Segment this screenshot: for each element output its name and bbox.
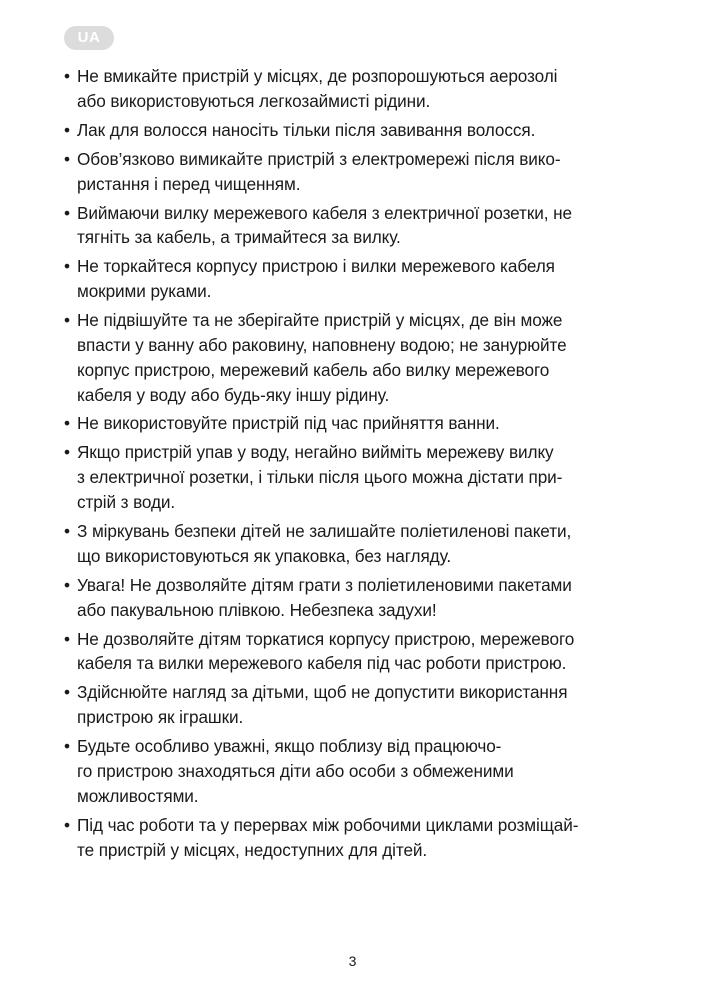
bullet-marker: • [64,413,70,434]
list-item-text-line: мокрими руками. [77,281,212,302]
list-item [64,680,644,730]
page-number: 3 [348,953,357,969]
list-item-text-line: кабеля у воду або будь-яку іншу рідину. [77,384,390,405]
list-item-text-line: впасти у ванну або раковину, наповнену водою; не занурюйте [77,334,567,355]
list-item-text-line: Не торкайтеся корпусу пристрою і вилки мережевого кабеля [77,256,555,277]
list-item [64,201,644,251]
list-item [64,118,644,143]
list-item [64,627,644,677]
safety-instructions-list [64,64,644,867]
list-item-text-line: Не вмикайте пристрій у місцях, де розпорошуються аерозолі [77,66,558,86]
bullet-marker: • [64,202,70,223]
list-item-text-line: з електричної розетки, і тільки після цього можна дістати при- [77,467,563,488]
list-item-text-line: Не використовуйте пристрій під час прийняття ванни. [77,413,500,434]
bullet-marker: • [64,66,70,86]
bullet-marker: • [64,442,70,463]
list-item-text-line: можливостями. [77,785,199,806]
list-item [64,734,644,808]
bullet-marker: • [64,574,70,595]
list-item-text-line: Виймаючи вилку мережевого кабеля з електричної розетки, не [77,202,572,223]
list-item-text-line: те пристрій у місцях, недоступних для дітей. [77,839,428,860]
bullet-marker: • [64,736,70,757]
list-item-text-line: З міркувань безпеки дітей не залишайте поліетиленові пакети, [77,521,572,542]
list-item-text-line: кабеля та вилки мережевого кабеля під час роботи пристрою. [77,653,567,674]
bullet-marker: • [64,814,70,835]
list-item-text-line: ристання і перед чищенням. [77,173,301,194]
bullet-marker: • [64,119,70,140]
list-item-text-line: Обов’язково вимикайте пристрій з електромережі після вико- [77,148,561,169]
list-item-text-line: стрій з води. [77,492,176,513]
list-item-text-line: Увага! Не дозволяйте дітям грати з поліетиленовими пакетами [77,574,572,595]
bullet-marker: • [64,148,70,169]
bullet-marker: • [64,521,70,542]
list-item-text-line: Здійснюйте нагляд за дітьми, щоб не допустити використання [77,682,568,703]
list-item [64,254,644,304]
list-item-text-line: Лак для волосся наносіть тільки після завивання волосся. [77,119,536,140]
bullet-marker: • [64,628,70,649]
list-item-text-line: Під час роботи та у перервах між робочими циклами розміщай- [77,814,579,835]
list-item [64,147,644,197]
list-item-text-line: Будьте особливо уважні, якщо поблизу від працюючо- [77,736,502,757]
language-badge: UA [64,26,114,50]
list-item-text-line: або пакувальною плівкою. Небезпека задухи! [77,599,437,620]
list-item [64,573,644,623]
bullet-marker: • [64,256,70,277]
list-item-text-line: Якщо пристрій упав у воду, негайно вийміть мережеву вилку [77,442,554,463]
list-item-text-line: Не дозволяйте дітям торкатися корпусу пристрою, мережевого [77,628,575,649]
list-item-text-line: го пристрою знаходяться діти або особи з обмеженими [77,760,514,781]
bullet-marker: • [64,682,70,703]
list-item-text-line: корпус пристрою, мережевий кабель або вилку мережевого [77,359,550,380]
list-item-text-line: що використовуються як упаковка, без нагляду. [77,545,452,566]
list-item-text-line: або використовуються легкозаймисті рідини. [77,90,431,111]
bullet-marker: • [64,310,70,331]
list-item [64,308,644,407]
list-item [64,813,644,863]
list-item [64,440,644,514]
list-item-text-line: тягніть за кабель, а тримайтеся за вилку. [77,227,401,248]
list-item-text-line: пристрою як іграшки. [77,707,244,728]
list-item [64,519,644,569]
list-item-text-line: Не підвішуйте та не зберігайте пристрій у місцях, де він може [77,310,563,331]
list-item [64,411,644,436]
list-item [64,64,644,114]
